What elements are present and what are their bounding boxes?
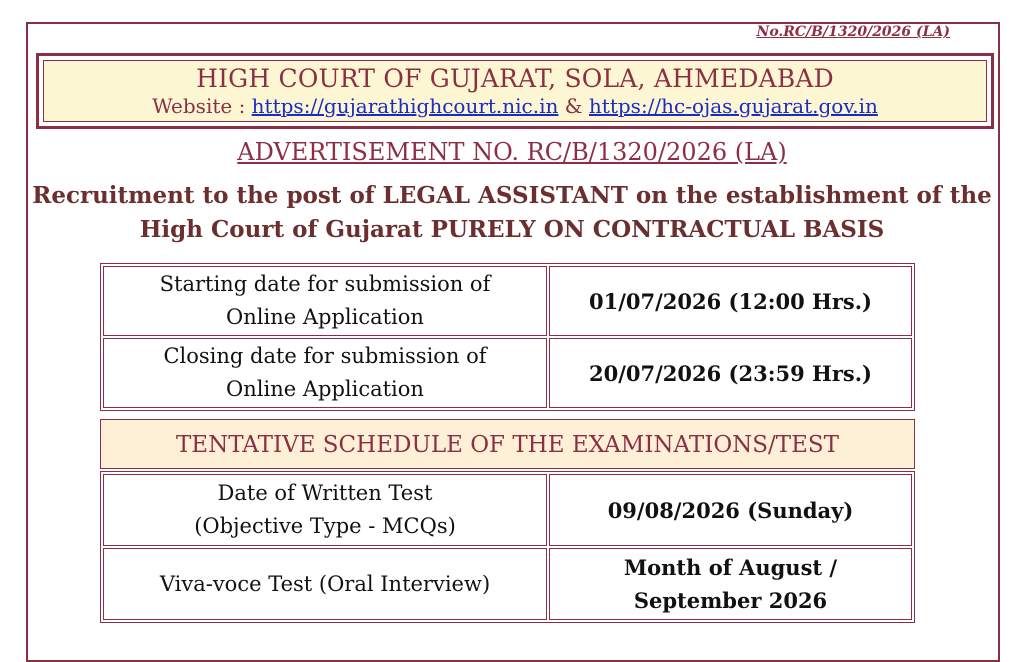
website-line bbox=[44, 94, 986, 118]
website-link-hc[interactable]: https://gujarathighcourt.nic.in bbox=[251, 94, 559, 118]
schedule-label-cell bbox=[103, 474, 547, 546]
date-value-cell bbox=[549, 266, 912, 336]
date-label-line: Starting date for submission of bbox=[159, 272, 491, 296]
court-header-box bbox=[36, 53, 994, 129]
schedule-label-line: Date of Written Test bbox=[217, 481, 433, 505]
website-link-ojas[interactable]: https://hc-ojas.gujarat.gov.in bbox=[588, 94, 878, 118]
schedule-value-cell bbox=[549, 474, 912, 546]
advertisement-number: ADVERTISEMENT NO. RC/B/1320/2026 (LA) bbox=[237, 138, 787, 166]
date-label-cell bbox=[103, 266, 547, 336]
date-value-cell bbox=[549, 338, 912, 408]
schedule-value-cell bbox=[549, 548, 912, 620]
website-label: Website : bbox=[152, 94, 246, 118]
schedule-value: 09/08/2026 (Sunday) bbox=[607, 497, 854, 523]
date-label-cell bbox=[103, 338, 547, 408]
table-row bbox=[103, 266, 912, 336]
court-header-inner bbox=[43, 60, 987, 122]
schedule-label-cell bbox=[103, 548, 547, 620]
recruitment-heading bbox=[0, 179, 1024, 247]
ampersand: & bbox=[564, 94, 583, 118]
schedule-table bbox=[100, 471, 915, 623]
date-label-line: Closing date for submission of bbox=[163, 344, 487, 368]
schedule-heading: TENTATIVE SCHEDULE OF THE EXAMINATIONS/TEST bbox=[100, 419, 915, 469]
table-row bbox=[103, 338, 912, 408]
recruitment-line-1: Recruitment to the post of LEGAL ASSISTANT on the establishment of the bbox=[32, 182, 992, 209]
schedule-label-line: (Objective Type - MCQs) bbox=[194, 514, 456, 538]
application-dates-table bbox=[100, 263, 915, 411]
reference-number: No.RC/B/1320/2026 (LA) bbox=[756, 24, 950, 40]
table-row bbox=[103, 548, 912, 620]
schedule-label-line: Viva-voce Test (Oral Interview) bbox=[159, 571, 491, 596]
table-row bbox=[103, 474, 912, 546]
date-label-line: Online Application bbox=[226, 305, 424, 329]
schedule-value: Month of August / bbox=[623, 555, 838, 580]
schedule-value: September 2026 bbox=[633, 588, 828, 613]
recruitment-line-2: High Court of Gujarat PURELY ON CONTRACTUAL BASIS bbox=[139, 216, 885, 243]
date-value: 20/07/2026 (23:59 Hrs.) bbox=[589, 360, 872, 386]
exam-schedule bbox=[100, 419, 915, 623]
date-label-line: Online Application bbox=[226, 377, 424, 401]
date-value: 01/07/2026 (12:00 Hrs.) bbox=[589, 288, 872, 314]
court-title: HIGH COURT OF GUJARAT, SOLA, AHMEDABAD bbox=[196, 64, 834, 93]
